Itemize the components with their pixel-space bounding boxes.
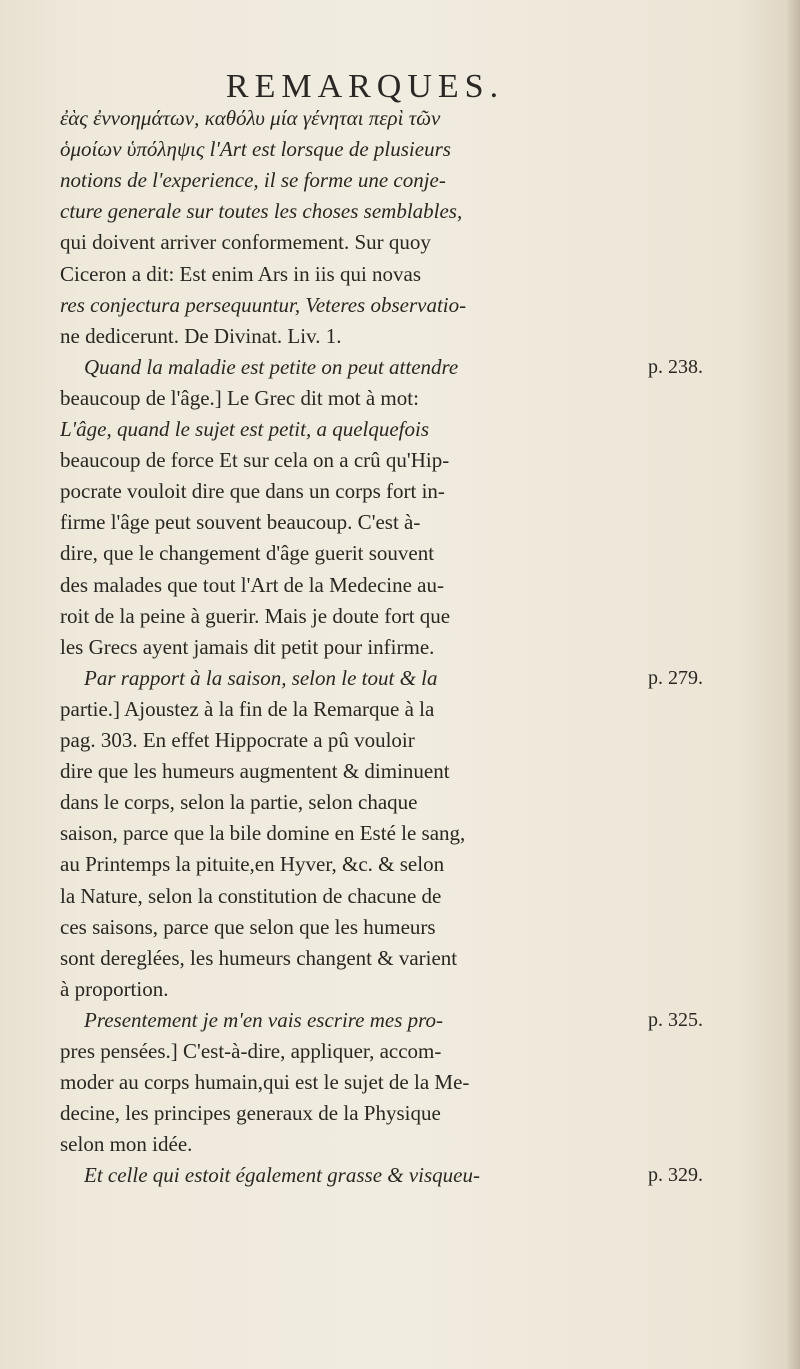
text-line: ἐὰς ἐννοημάτων, καθόλυ μία γένηται περὶ τῶν <box>60 106 441 130</box>
text-line: les Grecs ayent jamais dit petit pour infirme. <box>60 634 435 659</box>
text-line: notions de l'experience, il se forme une conje- <box>60 168 446 193</box>
text-line: L'âge, quand le sujet est petit, a quelquefois <box>60 417 430 441</box>
text-line: saison, parce que la bile domine en Esté le sang, <box>60 821 466 846</box>
text-line: ὁμοίων ὑπόληψις l'Art est lorsque de plusieurs <box>60 137 451 162</box>
text-line: Par rapport à la saison, selon le tout & la <box>84 665 438 690</box>
margin-page-ref: p. 325. <box>648 1008 703 1031</box>
text-line: res conjectura persequuntur, Veteres observatio- <box>60 292 467 317</box>
text-line: ces saisons, parce que selon que les humeurs <box>60 914 436 939</box>
text-line: la Nature, selon la constitution de chacune de <box>60 883 442 908</box>
text-line: selon mon idée. <box>60 1132 193 1157</box>
text-line: partie.] Ajoustez à la fin de la Remarque à la <box>60 696 435 721</box>
text-line: firme l'âge peut souvent beaucoup. C'est à- <box>60 510 421 535</box>
text-line: beaucoup de force Et sur cela on a crû qu'Hip- <box>60 448 450 473</box>
margin-page-ref: p. 279. <box>648 666 703 689</box>
text-line: cture generale sur toutes les choses semblables, <box>60 199 463 224</box>
text-line: sont dereglées, les humeurs changent & varient <box>60 945 458 970</box>
margin-page-ref: p. 329. <box>648 1164 703 1187</box>
text-line: beaucoup de l'âge.] Le Grec dit mot à mot: <box>60 385 419 410</box>
text-line: dire, que le changement d'âge guerit souvent <box>60 541 435 566</box>
text-line: dans le corps, selon la partie, selon chaque <box>60 790 418 815</box>
text-line: pres pensées.] C'est-à-dire, appliquer, accom- <box>60 1039 442 1063</box>
text-line: à proportion. <box>60 976 169 1001</box>
text-line: qui doivent arriver conformement. Sur quoy <box>60 230 431 255</box>
text-line: dire que les humeurs augmentent & diminuent <box>60 759 450 784</box>
text-line: moder au corps humain,qui est le sujet de la Me- <box>60 1070 470 1095</box>
text-line: au Printemps la pituite,en Hyver, &c. & selon <box>60 852 445 877</box>
text-line: ne dedicerunt. De Divinat. Liv. 1. <box>60 323 342 348</box>
text-line: Et celle qui estoit également grasse & visqueu- <box>84 1163 480 1188</box>
text-line: pag. 303. En effet Hippocrate a pû vouloir <box>60 728 415 752</box>
text-line: des malades que tout l'Art de la Medecine au- <box>60 572 444 597</box>
running-title: REMARQUES. <box>225 68 505 105</box>
text-line: Ciceron a dit: Est enim Ars in iis qui novas <box>60 261 422 286</box>
page-edge-shadow <box>786 0 800 1369</box>
margin-page-ref: p. 238. <box>648 355 703 378</box>
text-line: Quand la maladie est petite on peut attendre <box>84 354 459 379</box>
text-line: Presentement je m'en vais escrire mes pro- <box>84 1007 444 1032</box>
text-line: pocrate vouloit dire que dans un corps fort in- <box>60 479 445 504</box>
text-line: decine, les principes generaux de la Physique <box>60 1101 441 1126</box>
text-line: roit de la peine à guerir. Mais je doute fort que <box>60 603 451 628</box>
